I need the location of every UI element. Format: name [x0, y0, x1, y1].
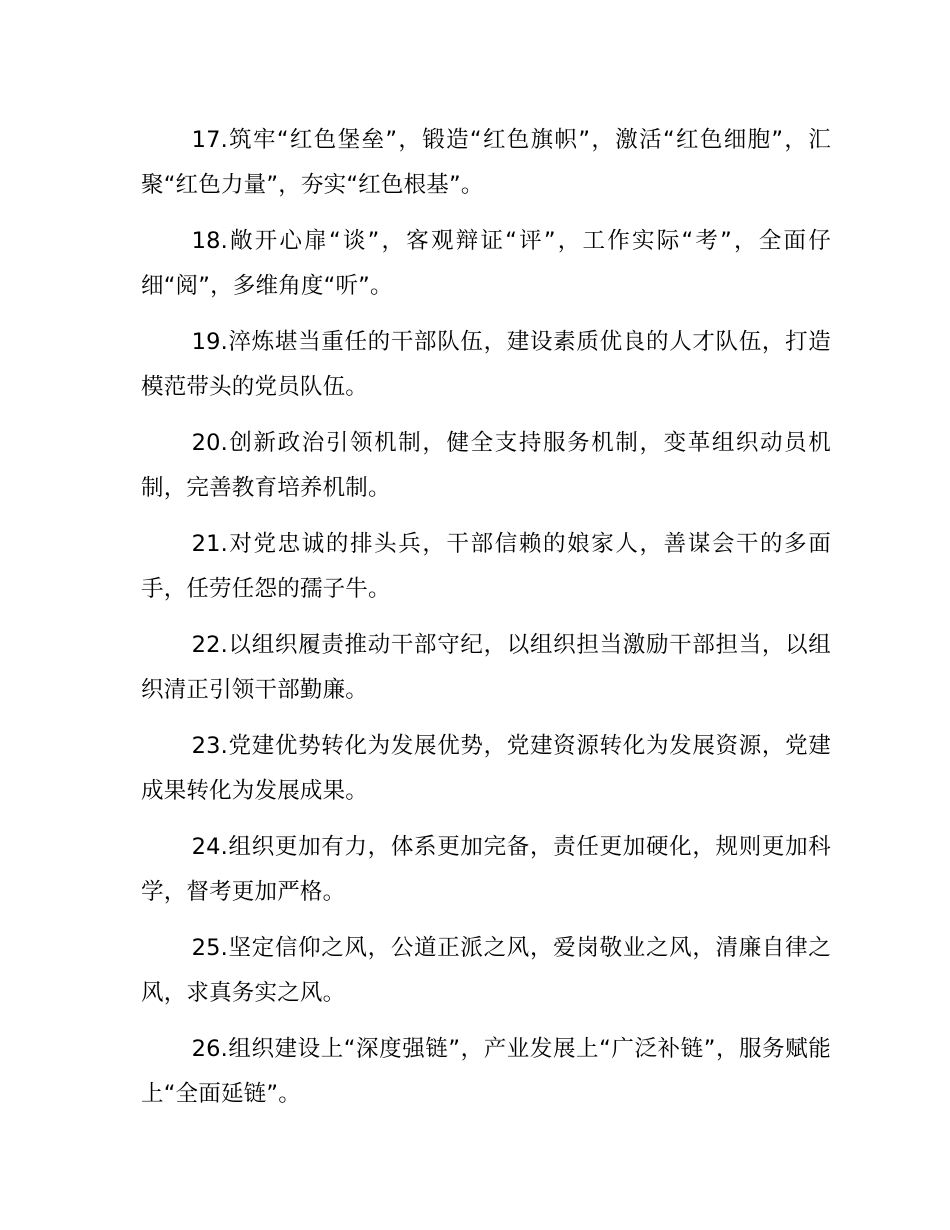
paragraph-22: 22.以组织履责推动干部守纪，以组织担当激励干部担当，以组织清正引领干部勤廉。 [141, 632, 831, 703]
paragraph-19: 19.淬炼堪当重任的干部队伍，建设素质优良的人才队伍，打造模范带头的党员队伍。 [141, 329, 831, 400]
paragraph-26: 26.组织建设上“深度强链”，产业发展上“广泛补链”，服务赋能上“全面延链”。 [141, 1036, 831, 1107]
paragraph-18: 18.敞开心扉“谈”，客观辩证“评”，工作实际“考”，全面仔细“阅”，多维角度“听”。 [141, 228, 831, 299]
paragraph-21: 21.对党忠诚的排头兵，干部信赖的娘家人，善谋会干的多面手，任劳任怨的孺子牛。 [141, 531, 831, 602]
paragraph-25: 25.坚定信仰之风，公道正派之风，爱岗敬业之风，清廉自律之风，求真务实之风。 [141, 935, 831, 1006]
paragraph-23: 23.党建优势转化为发展优势，党建资源转化为发展资源，党建成果转化为发展成果。 [141, 733, 831, 804]
document-body [141, 118, 831, 1128]
paragraph-17: 17.筑牢“红色堡垒”，锻造“红色旗帜”，激活“红色细胞”，汇聚“红色力量”，夯实“红色根基”。 [141, 127, 831, 198]
paragraph-24: 24.组织更加有力，体系更加完备，责任更加硬化，规则更加科学，督考更加严格。 [141, 834, 831, 905]
paragraph-20: 20.创新政治引领机制，健全支持服务机制，变革组织动员机制，完善教育培养机制。 [141, 430, 831, 501]
